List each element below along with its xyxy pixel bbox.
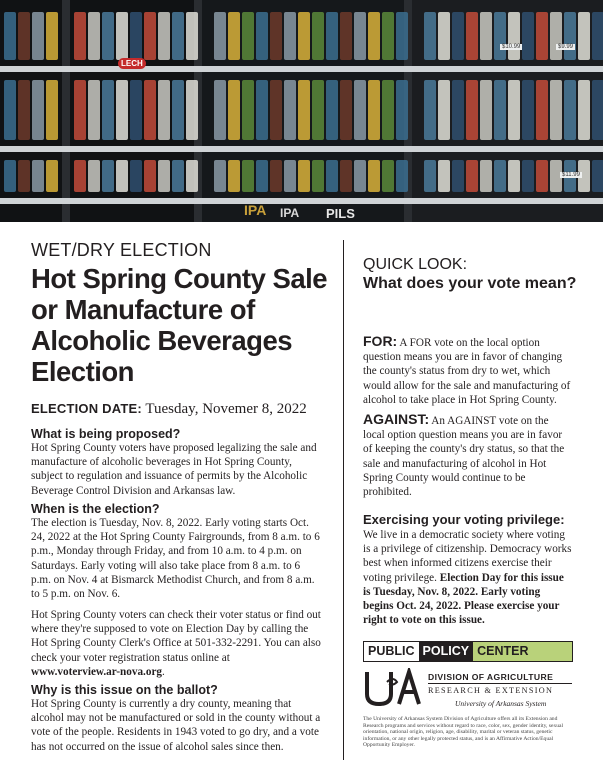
can-shape bbox=[354, 80, 366, 140]
can-shape bbox=[368, 160, 380, 192]
can-shape bbox=[88, 160, 100, 192]
can-shape bbox=[452, 12, 464, 60]
can-shape bbox=[214, 80, 226, 140]
can-shape bbox=[102, 160, 114, 192]
can-shape bbox=[396, 80, 408, 140]
public-policy-center-logo bbox=[363, 641, 573, 662]
can-shape bbox=[116, 80, 128, 140]
when-text: The election is Tuesday, Nov. 8, 2022. Early voting starts Oct. 24, 2022 at the Hot Spring County Fairgrounds, from 8 a.m. to 6 p.m., Monday through Friday, and from 10 a.m. to 4 p.m. on Saturdays. Early voting will also take place from 8 a.m. to 6 p.m. on Nov. 4 at Bismarck Methodist Church, and from 8 a.m. to 5 p.m. on Nov. 6. bbox=[31, 517, 320, 601]
price-tag: $9.99 bbox=[558, 44, 574, 50]
can-shape bbox=[382, 12, 394, 60]
can-shape bbox=[480, 160, 492, 192]
can-shape bbox=[130, 80, 142, 140]
can-shape bbox=[144, 160, 156, 192]
can-shape bbox=[186, 160, 198, 192]
research-extension: RESEARCH & EXTENSION bbox=[428, 686, 554, 695]
can-shape bbox=[46, 160, 58, 192]
can-shape bbox=[438, 12, 450, 60]
can-shape bbox=[578, 12, 590, 60]
can-shape bbox=[4, 160, 16, 192]
price-tag: $11.99 bbox=[562, 172, 580, 178]
can-shape bbox=[326, 80, 338, 140]
can-shape bbox=[564, 80, 576, 140]
for-paragraph bbox=[363, 334, 573, 407]
can-shape bbox=[326, 160, 338, 192]
can-shape bbox=[396, 12, 408, 60]
column-divider bbox=[343, 240, 344, 760]
can-shape bbox=[550, 80, 562, 140]
can-shape bbox=[340, 12, 352, 60]
can-shape bbox=[242, 160, 254, 192]
can-shape bbox=[298, 12, 310, 60]
proposed-heading: What is being proposed? bbox=[31, 427, 181, 441]
privilege-heading: Exercising your voting privilege: bbox=[363, 512, 565, 527]
can-shape bbox=[452, 80, 464, 140]
proposed-text: Hot Spring County voters have proposed legalizing the sale and manufacture of alcoholic beverages in Hot Spring County, subject to regulation and issuance of permits by the Alcoholic Beverage Control Division and Arkansas law. bbox=[31, 442, 317, 497]
can-shape bbox=[466, 80, 478, 140]
can-shape bbox=[354, 12, 366, 60]
voter-status-link[interactable]: www.voterview.ar-nova.org bbox=[31, 665, 163, 678]
privilege-text: We live in a democratic society where voting is a privilege of citizenship. Democracy works best when informed citizens exercise their voting privilege. bbox=[363, 529, 572, 584]
can-shape bbox=[508, 12, 520, 60]
why-text: Hot Spring County is currently a dry county, meaning that alcohol may not be manufactured or sold in the county without a vote of the people. Residents in 1943 voted to go dry, and a vote has not occurred on the issue of alcohol sales since then. bbox=[31, 698, 321, 753]
can-label: PILS bbox=[326, 206, 355, 221]
can-shape bbox=[382, 160, 394, 192]
can-shape bbox=[438, 160, 450, 192]
can-shape bbox=[74, 80, 86, 140]
voter-status-text bbox=[31, 608, 321, 679]
can-label: IPA bbox=[280, 206, 300, 220]
can-shape bbox=[396, 160, 408, 192]
can-shape bbox=[18, 12, 30, 60]
can-shape bbox=[312, 80, 324, 140]
can-shape bbox=[74, 12, 86, 60]
can-shape bbox=[508, 160, 520, 192]
can-shape bbox=[4, 12, 16, 60]
for-text: A FOR vote on the local option question means you are in favor of changing the county's status from dry to wet, which would allow for the sale and manufacturing of alcohol to take place in Hot Spring County. bbox=[363, 337, 571, 406]
election-kicker: WET/DRY ELECTION bbox=[31, 240, 212, 260]
can-shape bbox=[284, 160, 296, 192]
can-shape bbox=[494, 160, 506, 192]
can-shape bbox=[368, 80, 380, 140]
can-shape bbox=[438, 80, 450, 140]
can-shape bbox=[256, 80, 268, 140]
can-shape bbox=[466, 160, 478, 192]
can-shape bbox=[522, 160, 534, 192]
quick-look-title: What does your vote mean? bbox=[363, 275, 577, 292]
can-shape bbox=[130, 160, 142, 192]
can-shape bbox=[382, 80, 394, 140]
can-shape bbox=[88, 12, 100, 60]
voter-status-text-a: Hot Spring County voters can check their voter status or find out where they're supposed to vote on Election Day by calling the Hot Spring County Clerk's Office at 501-332-2291. You can also check your voter registration status online at bbox=[31, 609, 321, 664]
can-shape bbox=[368, 12, 380, 60]
can-shape bbox=[242, 80, 254, 140]
why-heading: Why is this issue on the ballot? bbox=[31, 683, 218, 697]
can-shape bbox=[172, 80, 184, 140]
can-shape bbox=[74, 160, 86, 192]
voter-status-text-b: . bbox=[162, 665, 165, 678]
can-shape bbox=[298, 160, 310, 192]
can-shape bbox=[452, 160, 464, 192]
can-shape bbox=[480, 12, 492, 60]
can-shape bbox=[494, 12, 506, 60]
logo-rule bbox=[428, 683, 572, 684]
against-lead: AGAINST: bbox=[363, 411, 430, 427]
can-shape bbox=[480, 80, 492, 140]
can-shape bbox=[592, 80, 603, 140]
equal-opportunity-notice: The University of Arkansas System Division of Agriculture offers all its Extension and Research programs and services without regard to race, color, sex, gender identity, sexual orientation, national origin, religion, age, disability, marital or veteran status, genetic information, or any other legally protected status, and is an Affirmative Action/Equal Opportunity Employer. bbox=[363, 716, 564, 749]
election-date-value: Tuesday, Novemer 8, 2022 bbox=[145, 401, 307, 417]
can-shape bbox=[424, 80, 436, 140]
can-shape bbox=[214, 160, 226, 192]
against-paragraph bbox=[363, 412, 573, 499]
can-shape bbox=[536, 12, 548, 60]
can-shape bbox=[18, 80, 30, 140]
can-shape bbox=[228, 80, 240, 140]
can-shape bbox=[158, 12, 170, 60]
ppc-policy: POLICY bbox=[419, 642, 474, 661]
page-title: Hot Spring County Sale or Manufacture of Alcoholic Beverages Election bbox=[31, 263, 328, 387]
can-shape bbox=[284, 80, 296, 140]
ppc-public: PUBLIC bbox=[364, 642, 419, 661]
can-shape bbox=[116, 12, 128, 60]
can-shape bbox=[46, 12, 58, 60]
can-label: IPA bbox=[244, 202, 267, 218]
can-shape bbox=[466, 12, 478, 60]
can-shape bbox=[256, 12, 268, 60]
when-heading: When is the election? bbox=[31, 502, 160, 516]
can-shape bbox=[550, 12, 562, 60]
can-shape bbox=[270, 12, 282, 60]
privilege-paragraph bbox=[363, 528, 573, 627]
can-shape bbox=[172, 160, 184, 192]
can-shape bbox=[102, 80, 114, 140]
can-shape bbox=[88, 80, 100, 140]
can-shape bbox=[144, 12, 156, 60]
election-date-label: ELECTION DATE: bbox=[31, 401, 142, 416]
can-shape bbox=[340, 160, 352, 192]
can-shape bbox=[242, 12, 254, 60]
can-shape bbox=[326, 12, 338, 60]
can-shape bbox=[186, 12, 198, 60]
can-label: LECH bbox=[118, 58, 146, 69]
can-shape bbox=[424, 12, 436, 60]
for-lead: FOR: bbox=[363, 333, 398, 349]
university-system: University of Arkansas System bbox=[455, 699, 547, 708]
can-shape bbox=[158, 80, 170, 140]
can-shape bbox=[284, 12, 296, 60]
can-shape bbox=[228, 12, 240, 60]
election-date-row bbox=[31, 401, 307, 418]
can-shape bbox=[46, 80, 58, 140]
can-shape bbox=[32, 80, 44, 140]
can-shape bbox=[312, 12, 324, 60]
uofa-logo-icon bbox=[363, 668, 423, 708]
division-title: DIVISION OF AGRICULTURE bbox=[428, 672, 554, 682]
ppc-center: CENTER bbox=[473, 642, 572, 661]
can-shape bbox=[340, 80, 352, 140]
can-shape bbox=[214, 12, 226, 60]
can-shape bbox=[102, 12, 114, 60]
can-shape bbox=[564, 12, 576, 60]
can-shape bbox=[270, 160, 282, 192]
cooler-photo bbox=[0, 0, 603, 222]
can-shape bbox=[592, 12, 603, 60]
can-shape bbox=[536, 80, 548, 140]
can-shape bbox=[18, 160, 30, 192]
can-shape bbox=[144, 80, 156, 140]
can-shape bbox=[158, 160, 170, 192]
can-shape bbox=[508, 80, 520, 140]
can-shape bbox=[424, 160, 436, 192]
can-shape bbox=[494, 80, 506, 140]
can-shape bbox=[130, 12, 142, 60]
price-tag: $10.99 bbox=[502, 44, 521, 50]
can-shape bbox=[312, 160, 324, 192]
can-shape bbox=[578, 80, 590, 140]
can-shape bbox=[256, 160, 268, 192]
can-shape bbox=[522, 12, 534, 60]
against-text: An AGAINST vote on the local option question means you are in favor of keeping the county's dry status, so that the sale and manufacturing of alcohol in Hot Spring County would continue to be prohibited. bbox=[363, 415, 565, 499]
can-shape bbox=[270, 80, 282, 140]
can-shape bbox=[32, 160, 44, 192]
can-shape bbox=[186, 80, 198, 140]
can-shape bbox=[354, 160, 366, 192]
can-shape bbox=[116, 160, 128, 192]
can-shape bbox=[4, 80, 16, 140]
quick-look-kicker: QUICK LOOK: bbox=[363, 256, 468, 273]
can-shape bbox=[536, 160, 548, 192]
can-shape bbox=[592, 160, 603, 192]
can-shape bbox=[172, 12, 184, 60]
can-shape bbox=[32, 12, 44, 60]
can-shape bbox=[298, 80, 310, 140]
privilege-bold-text: Election Day for this issue is Tuesday, Nov. 8, 2022. Early voting begins Oct. 24, 2022. Please exercise your right to vote on this issue. bbox=[363, 571, 564, 627]
can-shape bbox=[522, 80, 534, 140]
can-shape bbox=[228, 160, 240, 192]
